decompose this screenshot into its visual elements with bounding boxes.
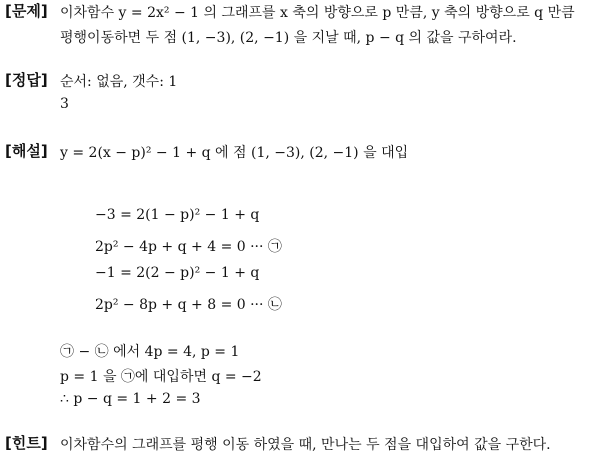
problem-line-2: 평행이동하면 두 점 (1, −3), (2, −1) 을 지날 때, p − q 의 값을 구하여라. xyxy=(60,30,517,46)
problem-label: [문제] xyxy=(5,2,48,20)
solution-intro: y = 2(x − p)² − 1 + q 에 점 (1, −3), (2, −1) 을 대입 xyxy=(60,145,409,161)
solution-step-1: ㉠ − ㉡ 에서 4p = 4, p = 1 xyxy=(60,344,240,360)
solution-label: [해설] xyxy=(5,142,48,160)
hint-text: 이차함수의 그래프를 평행 이동 하였을 때, 만나는 두 점을 대입하여 값을 구한다. xyxy=(60,437,551,453)
answer-label: [정답] xyxy=(5,71,48,89)
problem-line-1: 이차함수 y = 2x² − 1 의 그래프를 x 축의 방향으로 p 만큼, y 축의 방향으로 q 만큼 xyxy=(60,5,575,21)
solution-step-2: p = 1 을 ㉠에 대입하면 q = −2 xyxy=(60,369,262,385)
hint-label: [힌트] xyxy=(5,434,48,452)
solution-step-3: ∴ p − q = 1 + 2 = 3 xyxy=(60,391,201,407)
equation-2: 2p² − 4p + q + 4 = 0 ··· ㉠ xyxy=(95,239,282,255)
equation-4: 2p² − 8p + q + 8 = 0 ··· ㉡ xyxy=(95,297,282,313)
answer-value: 3 xyxy=(60,96,69,112)
equation-1: −3 = 2(1 − p)² − 1 + q xyxy=(95,207,260,223)
answer-line-1: 순서: 없음, 갯수: 1 xyxy=(60,74,178,90)
equation-3: −1 = 2(2 − p)² − 1 + q xyxy=(95,265,260,281)
